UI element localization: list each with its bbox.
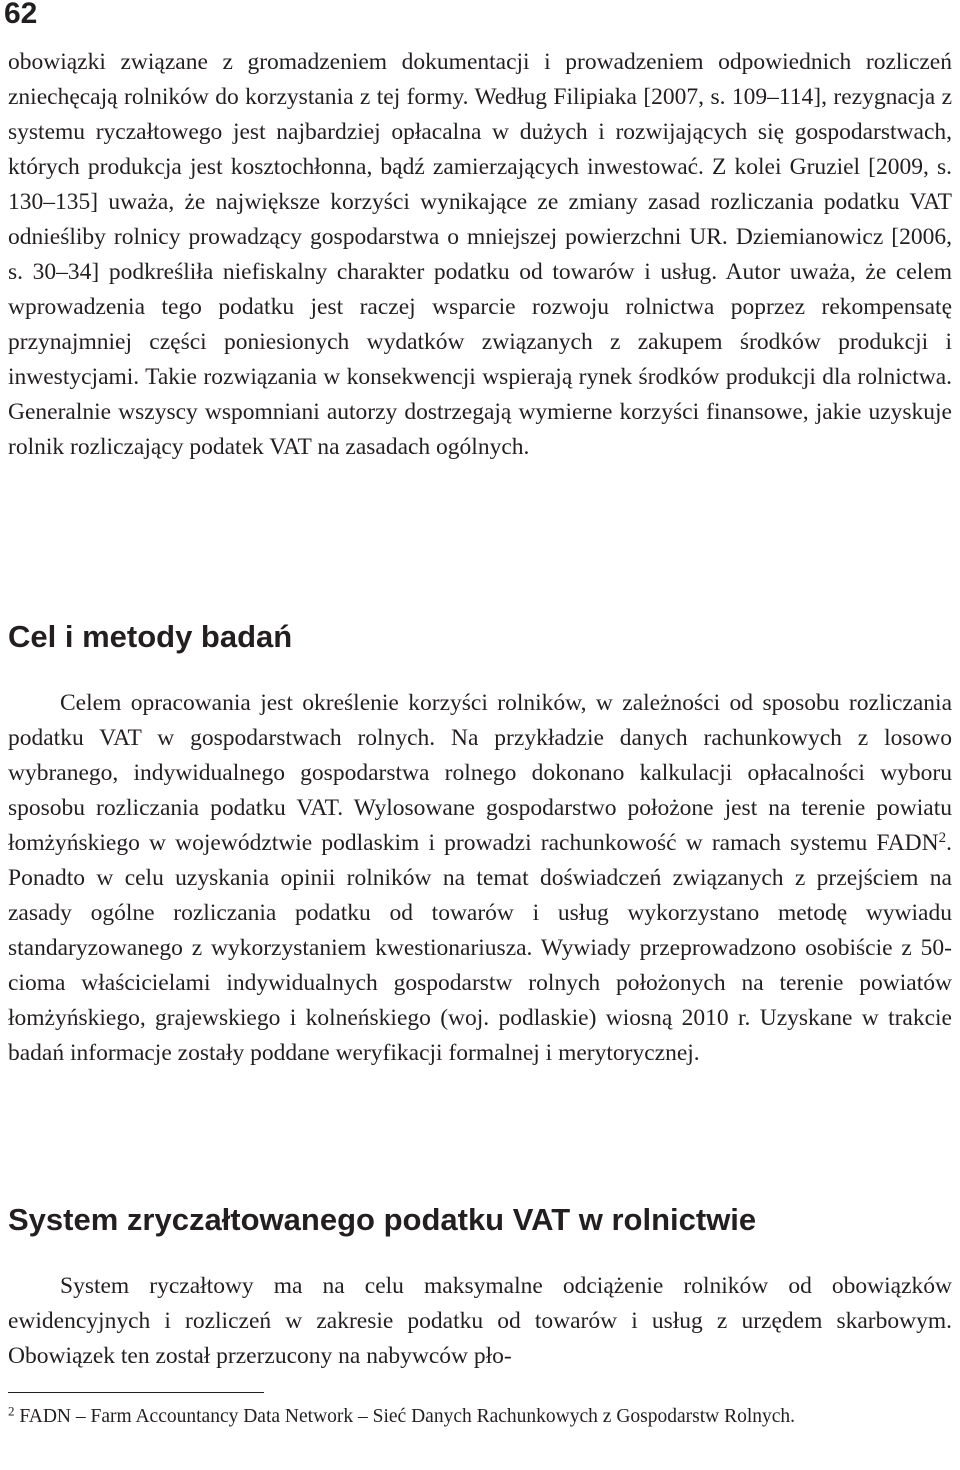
footnote-reference: 2 (938, 829, 947, 846)
section-heading-aims-methods: Cel i metody badań (8, 619, 293, 654)
aims-methods-paragraph (8, 686, 952, 1071)
footnote-text: FADN – Farm Accountancy Data Network – Sieć Danych Rachunkowych z Gospodarstw Rolnych. (14, 1406, 796, 1427)
section-heading-flat-rate-vat: System zryczałtowanego podatku VAT w rolnictwie (8, 1202, 757, 1237)
flat-rate-vat-paragraph: System ryczałtowy ma na celu maksymalne odciążenie rolników od obowiązków ewidencyjnych i rozliczeń w zakresie podatku od towarów i usług z urzędem skarbowym. Obowiązek ten został przerzucony na nabywców pło- (8, 1273, 952, 1369)
aims-methods-text-part2: . Ponadto w celu uzyskania opinii rolników na temat doświadczeń związanych z przejściem na zasady ogólne rozliczania podatku od towarów i usług wykorzystano metodę wywiadu standaryzowanego z wykorzystaniem kwestionariusza. Wywiady przeprowadzono osobiście z 50-cioma właścicielami indywidualnych gospodarstw rolnych położonych na terenie powiatów łomżyńskiego, grajewskiego i kolneńskiego (woj. podlaskie) wiosną 2010 r. Uzyskane w trakcie badań informacje zostały poddane weryfikacji formalnej i merytorycznej. (8, 830, 952, 1066)
footnote (8, 1402, 952, 1432)
footnote-divider (8, 1392, 264, 1393)
page-number: 62 (4, 0, 38, 30)
aims-methods-text-part1: Celem opracowania jest określenie korzyści rolników, w zależności od sposobu rozliczania podatku VAT w gospodarstwach rolnych. Na przykładzie danych rachunkowych z losowo wybranego, indywidualnego gospodarstwa rolnego dokonano kalkulacji opłacalności wyboru sposobu rozliczania podatku VAT. Wylosowane gospodarstwo położone jest na terenie powiatu łomżyńskiego w województwie podlaskim i prowadzi rachunkowość w ramach systemu FADN (8, 690, 952, 856)
intro-paragraph: obowiązki związane z gromadzeniem dokumentacji i prowadzeniem odpowiednich rozliczeń zniechęcają rolników do korzystania z tej formy. Według Filipiaka [2007, s. 109–114], rezygnacja z systemu ryczałtowego jest najbardziej opłacalna w dużych i rozwijających się gospodarstwach, których produkcja jest kosztochłonna, bądź zamierzających inwestować. Z kolei Gruziel [2009, s. 130–135] uważa, że największe korzyści wynikające ze zmiany zasad rozliczania podatku VAT odnieśliby rolnicy prowadzący gospodarstwa o mniejszej powierzchni UR. Dziemianowicz [2006, s. 30–34] podkreśliła niefiskalny charakter podatku od towarów i usług. Autor uważa, że celem wprowadzenia tego podatku jest raczej wsparcie rozwoju rolnictwa poprzez rekompensatę przynajmniej części poniesionych wydatków związanych z zakupem środków produkcji i inwestycjami. Takie rozwiązania w konsekwencji wspierają rynek środków produkcji dla rolnictwa. Generalnie wszyscy wspomniani autorzy dostrzegają wymierne korzyści finansowe, jakie uzyskuje rolnik rozliczający podatek VAT na zasadach ogólnych. (8, 49, 952, 460)
footnote-marker: 2 (8, 1403, 15, 1419)
